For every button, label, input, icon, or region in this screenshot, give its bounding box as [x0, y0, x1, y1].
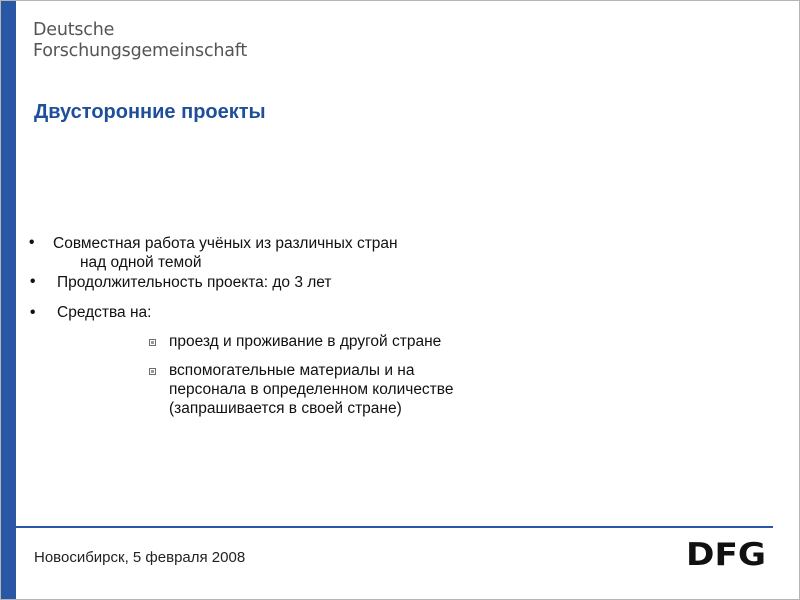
- slide-title: Двусторонние проекты: [34, 101, 266, 123]
- bullet-marker: •: [29, 234, 35, 251]
- footer-divider: [16, 526, 773, 528]
- bullet-2-line-1: Продолжительность проекта: до 3 лет: [57, 274, 332, 291]
- dfg-logo: [686, 537, 766, 569]
- bullet-marker: •: [30, 273, 36, 290]
- bullet-3-line-1: Средства на:: [57, 304, 152, 321]
- footer-location-date: Новосибирск, 5 февраля 2008: [34, 549, 246, 566]
- dfg-logo-text: DFG: [686, 537, 766, 569]
- bullet-marker: •: [30, 304, 36, 321]
- sub-bullet-marker-icon: [149, 368, 156, 375]
- sub-bullet-1-line-1: проезд и проживание в другой стране: [169, 333, 442, 350]
- sub-bullet-2-line-2: персонала в определенном количестве: [169, 381, 454, 398]
- organization-name-line2: Forschungsgemeinschaft: [33, 41, 248, 61]
- sub-bullet-2-line-3: (запрашивается в своей стране): [169, 400, 402, 417]
- organization-name-line1: Deutsche: [33, 20, 115, 40]
- bullet-1-line-2: над одной темой: [80, 254, 202, 271]
- bullet-1-line-1: Совместная работа учёных из различных стран: [53, 235, 398, 252]
- sub-bullet-2-line-1: вспомогательные материалы и на: [169, 362, 415, 379]
- sub-bullet-marker-icon: [149, 339, 156, 346]
